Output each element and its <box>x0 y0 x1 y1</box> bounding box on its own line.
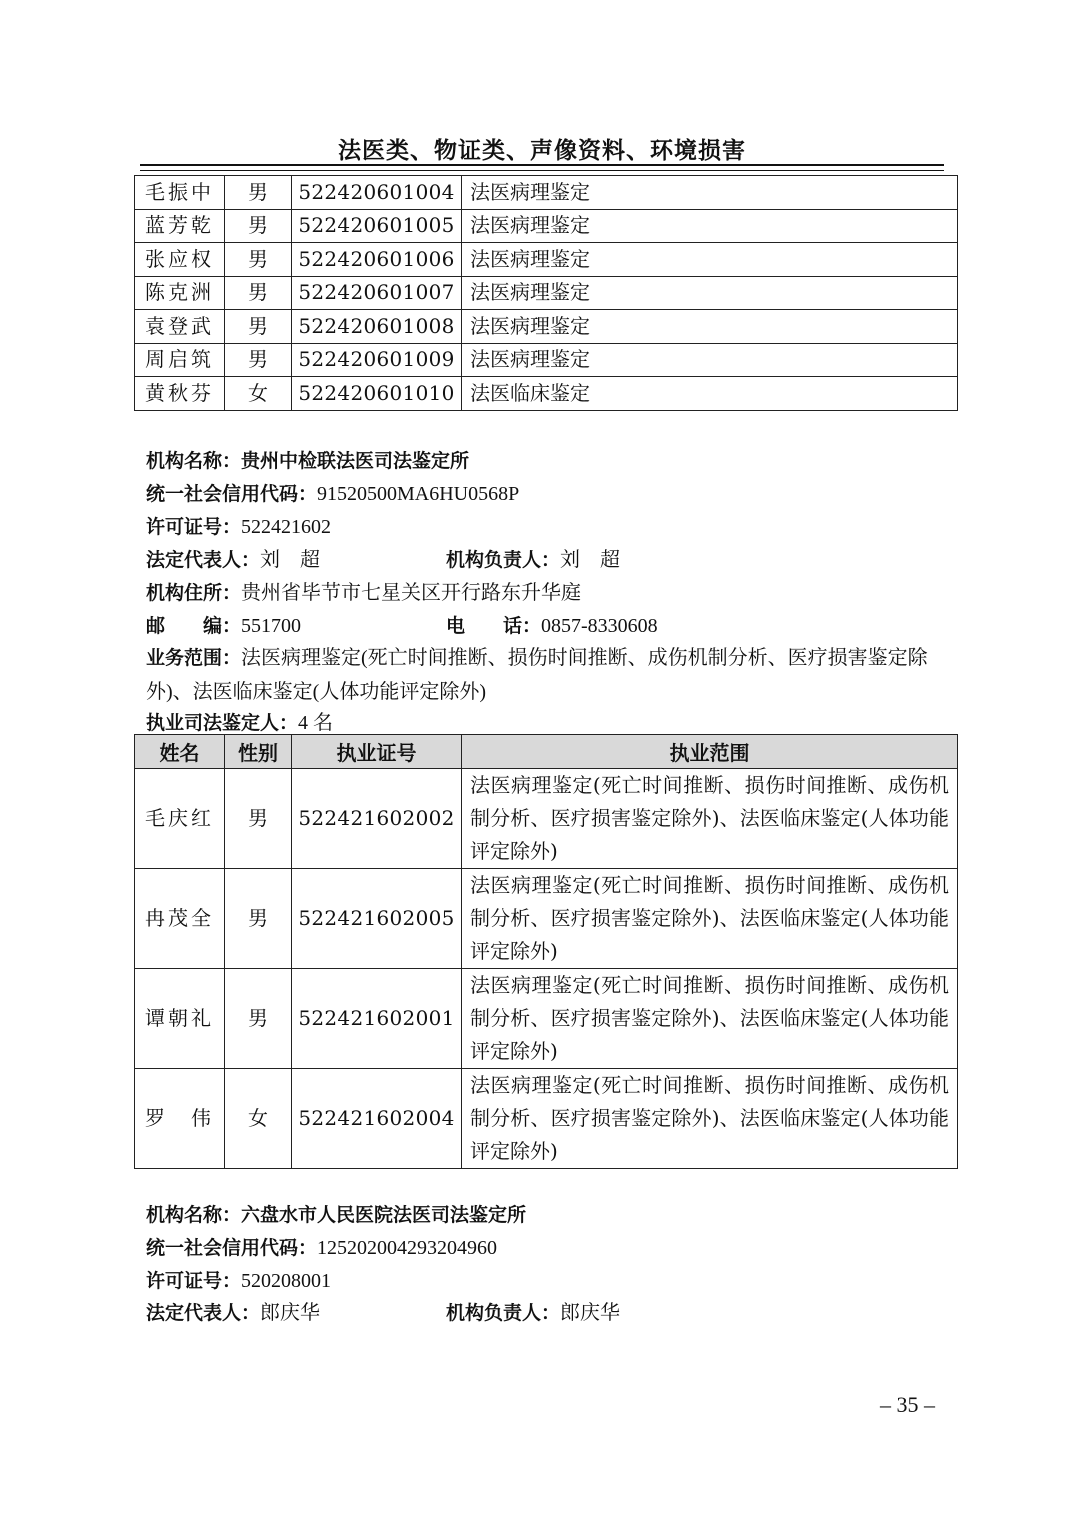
cell-scope: 法医病理鉴定 <box>462 276 958 310</box>
table-row <box>135 377 958 411</box>
cell-scope: 法医临床鉴定 <box>462 377 958 411</box>
cell-scope: 法医病理鉴定 <box>462 310 958 344</box>
table-row <box>135 969 958 1069</box>
cell-name: 谭朝礼 <box>135 969 225 1069</box>
cell-gender: 男 <box>225 243 292 277</box>
cell-cert: 522421602005 <box>292 869 462 969</box>
table-row <box>135 343 958 377</box>
org2-name-line: 机构名称：六盘水市人民医院法医司法鉴定所 <box>146 1204 527 1226</box>
org1-postcode-line: 邮 编：551700 电 话：0857-8330608 <box>146 615 658 637</box>
cell-gender: 男 <box>225 343 292 377</box>
cell-gender: 男 <box>225 769 292 869</box>
cell-name: 冉茂全 <box>135 869 225 969</box>
org2-credit: 125202004293204960 <box>317 1237 498 1259</box>
table-row <box>135 769 958 869</box>
header-rule-thick <box>140 164 944 166</box>
col-header-cert: 执业证号 <box>292 735 462 769</box>
org1-rep: 刘 超 <box>260 549 321 571</box>
cell-gender: 男 <box>225 310 292 344</box>
cell-cert: 522420601010 <box>292 377 462 411</box>
cell-scope: 法医病理鉴定(死亡时间推断、损伤时间推断、成伤机制分析、医疗损害鉴定除外)、法医临床鉴定(人体功能评定除外) <box>462 969 958 1069</box>
cell-name: 袁登武 <box>135 310 225 344</box>
cell-cert: 522420601006 <box>292 243 462 277</box>
org1-credit-line: 统一社会信用代码：91520500MA6HU0568P <box>146 483 520 505</box>
col-header-gender: 性别 <box>225 735 292 769</box>
org1-rep-line: 法定代表人：刘 超 机构负责人：刘 超 <box>146 549 621 571</box>
org1-head: 刘 超 <box>560 549 621 571</box>
org1-phone: 0857-8330608 <box>541 615 658 637</box>
org2-license: 520208001 <box>241 1270 332 1292</box>
cell-gender: 女 <box>225 377 292 411</box>
cell-gender: 男 <box>225 276 292 310</box>
org2-rep-line: 法定代表人：郎庆华 机构负责人：郎庆华 <box>146 1302 621 1324</box>
org1-count-line: 执业司法鉴定人：4 名 <box>146 712 334 734</box>
cell-cert: 522420601008 <box>292 310 462 344</box>
org1-credit: 91520500MA6HU0568P <box>317 483 520 505</box>
org1-scope-line: 业务范围：法医病理鉴定(死亡时间推断、损伤时间推断、成伤机制分析、医疗损害鉴定除外)、法医临床鉴定(人体功能评定除外) <box>146 647 928 703</box>
org1-license: 522421602 <box>241 516 332 538</box>
cell-gender: 女 <box>225 1069 292 1169</box>
cell-name: 周启筑 <box>135 343 225 377</box>
cell-name: 毛振中 <box>135 176 225 210</box>
org2-head: 郎庆华 <box>560 1302 621 1324</box>
cell-scope: 法医病理鉴定 <box>462 209 958 243</box>
cell-name: 黄秋芬 <box>135 377 225 411</box>
cell-cert: 522421602001 <box>292 969 462 1069</box>
org2-name: 六盘水市人民医院法医司法鉴定所 <box>241 1204 527 1226</box>
cell-name: 张应权 <box>135 243 225 277</box>
page-number: – 35 – <box>880 1392 935 1417</box>
cell-scope: 法医病理鉴定(死亡时间推断、损伤时间推断、成伤机制分析、医疗损害鉴定除外)、法医临床鉴定(人体功能评定除外) <box>462 1069 958 1169</box>
cell-name: 罗 伟 <box>135 1069 225 1169</box>
cell-scope: 法医病理鉴定 <box>462 243 958 277</box>
table-row <box>135 176 958 210</box>
page-header-title: 法医类、物证类、声像资料、环境损害 <box>338 137 746 164</box>
cell-scope: 法医病理鉴定 <box>462 176 958 210</box>
cell-scope: 法医病理鉴定(死亡时间推断、损伤时间推断、成伤机制分析、医疗损害鉴定除外)、法医临床鉴定(人体功能评定除外) <box>462 869 958 969</box>
cell-gender: 男 <box>225 969 292 1069</box>
org2-license-line: 许可证号：520208001 <box>146 1270 332 1292</box>
org1-name-line: 机构名称：贵州中检联法医司法鉴定所 <box>146 450 470 472</box>
cell-gender: 男 <box>225 209 292 243</box>
cell-cert: 522420601007 <box>292 276 462 310</box>
table-row <box>135 276 958 310</box>
cell-cert: 522421602002 <box>292 769 462 869</box>
org1-scope: 法医病理鉴定(死亡时间推断、损伤时间推断、成伤机制分析、医疗损害鉴定除外)、法医临床鉴定(人体功能评定除外) <box>146 647 928 703</box>
table-row <box>135 310 958 344</box>
org1-license-line: 许可证号：522421602 <box>146 516 332 538</box>
cell-gender: 男 <box>225 869 292 969</box>
org1-address-line: 机构住所：贵州省毕节市七星关区开行路东升华庭 <box>146 582 582 604</box>
org1-postcode: 551700 <box>241 615 302 637</box>
table-row <box>135 209 958 243</box>
cell-name: 蓝芳乾 <box>135 209 225 243</box>
cell-cert: 522420601004 <box>292 176 462 210</box>
col-header-scope: 执业范围 <box>462 735 958 769</box>
cell-scope: 法医病理鉴定(死亡时间推断、损伤时间推断、成伤机制分析、医疗损害鉴定除外)、法医临床鉴定(人体功能评定除外) <box>462 769 958 869</box>
org1-count: 4 名 <box>298 712 334 734</box>
col-header-name: 姓名 <box>135 735 225 769</box>
org2-credit-line: 统一社会信用代码：125202004293204960 <box>146 1237 498 1259</box>
cell-cert: 522420601009 <box>292 343 462 377</box>
cell-name: 陈克洲 <box>135 276 225 310</box>
cell-cert: 522420601005 <box>292 209 462 243</box>
table-row <box>135 243 958 277</box>
cell-scope: 法医病理鉴定 <box>462 343 958 377</box>
cell-cert: 522421602004 <box>292 1069 462 1169</box>
org1-name: 贵州中检联法医司法鉴定所 <box>241 450 470 472</box>
cell-gender: 男 <box>225 176 292 210</box>
expert-table-continued <box>134 175 958 411</box>
cell-name: 毛庆红 <box>135 769 225 869</box>
header-rule-thin <box>140 170 944 171</box>
org1-address: 贵州省毕节市七星关区开行路东升华庭 <box>241 582 582 604</box>
org1-expert-table <box>134 734 958 1169</box>
table-row <box>135 869 958 969</box>
org2-rep: 郎庆华 <box>260 1302 321 1324</box>
table-row <box>135 1069 958 1169</box>
